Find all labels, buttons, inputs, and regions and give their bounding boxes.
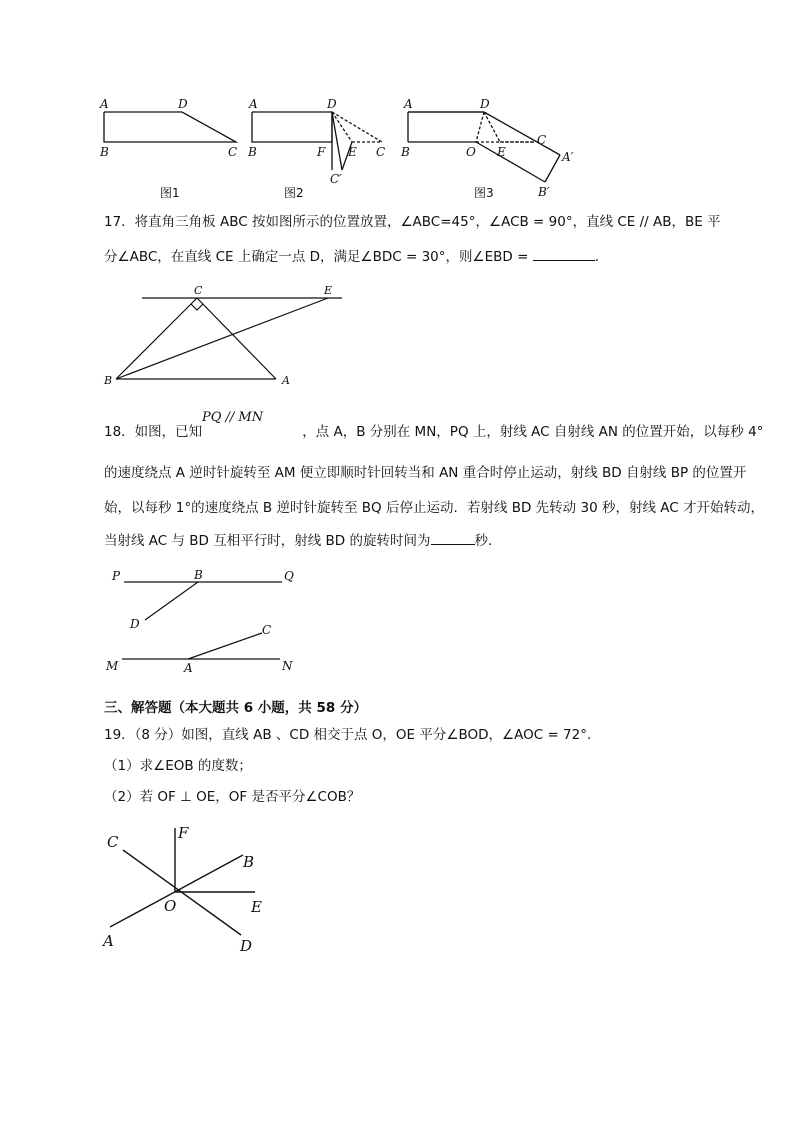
fig3-line-apbp (545, 155, 560, 182)
q19-label-b: B (243, 853, 255, 871)
q19-label-a: A (103, 932, 114, 950)
q17-label-c: C (194, 284, 203, 297)
fig3-label-ap: A′ (562, 150, 574, 164)
fig2-label-c: C (376, 145, 386, 159)
q18-label-c: C (262, 623, 272, 637)
fig3-dashed-1 (476, 112, 484, 142)
q17-right-angle-mark (191, 304, 203, 310)
q18-label-p: P (112, 569, 121, 583)
q18-line4-text: 当射线 AC 与 BD 互相平行时，射线 BD 的旋转时间为 (104, 533, 431, 549)
q17-line2 (104, 246, 599, 267)
fig2-label-a: A (249, 97, 258, 111)
q19-part2: （2）若 OF ⊥ OE，OF 是否平分∠COB？ (104, 789, 361, 805)
fig2-line-dc (332, 112, 342, 170)
q19-part1: （1）求∠EOB 的度数； (104, 758, 252, 774)
q19-label-f: F (178, 824, 189, 842)
fig1-label-a: A (100, 97, 109, 111)
fig3-label-d: D (480, 97, 490, 111)
q18-label-a: A (184, 661, 193, 675)
fig3-label-e: E (497, 145, 506, 159)
q17-line1: 17．将直角三角板 ABC 按如图所示的位置放置，∠ABC=45°，∠ACB = 90°，直线 CE // AB，BE 平 (104, 214, 721, 230)
fig2-label-cp: C′ (330, 172, 342, 186)
fig1-label-d: D (178, 97, 188, 111)
q19-label-e: E (251, 898, 262, 916)
fig2-caption: 图2 (284, 186, 304, 200)
fig2-rectangle (252, 112, 332, 142)
q17-line2-end: . (594, 249, 600, 265)
section3-title: 三、解答题 (104, 700, 172, 716)
fig2-label-b: B (248, 145, 257, 159)
q18-line1 (104, 422, 763, 442)
fig3-line-da (484, 112, 560, 155)
q18-line3: 始，以每秒 1°的速度绕点 B 逆时针旋转至 BQ 后停止运动．若射线 BD 先转动 30 秒，射线 AC 才开始转动， (104, 500, 764, 516)
q19-line1: 19．（8 分）如图，直线 AB 、CD 相交于点 O，OE 平分∠BOD，∠AOC = 72°． (104, 727, 601, 743)
fig3-line-ob (476, 142, 545, 182)
q19-line-ab (110, 855, 243, 927)
q18-label-d: D (130, 617, 140, 631)
fig2-label-d: D (327, 97, 337, 111)
q17-line-ca (197, 298, 276, 379)
fig2-label-f: F (317, 145, 326, 159)
q18-condition-top: PQ // MN (202, 410, 264, 425)
q17-line-be (116, 298, 328, 379)
q18-ray-bd (145, 582, 198, 620)
q19-label-o: O (164, 897, 177, 915)
q18-figure (100, 560, 310, 680)
fig3-label-c: C (537, 133, 547, 147)
q18-label-q: Q (284, 569, 294, 583)
q17-label-a: A (282, 374, 290, 387)
q17-label-b: B (104, 374, 113, 387)
fig2-dashed-1 (332, 112, 382, 142)
q18-label-b: B (194, 568, 203, 582)
q19-label-c: C (107, 833, 119, 851)
q18-answer-blank[interactable] (431, 530, 475, 545)
fig3-label-bp: B′ (538, 185, 550, 199)
q19-label-d: D (240, 937, 253, 955)
fig1-quadrilateral (104, 112, 236, 142)
q18-ray-ac (188, 633, 262, 659)
fig1-label-b: B (100, 145, 109, 159)
section3-note: （本大题共 6 小题，共 58 分） (171, 700, 367, 716)
q18-line1-pre: 18．如图，已知 (104, 424, 203, 440)
fig3-caption: 图3 (474, 186, 494, 200)
q17-answer-blank[interactable] (533, 246, 595, 261)
q18-line4 (104, 530, 502, 551)
top-figures (0, 0, 800, 205)
fig2-label-e: E (348, 145, 357, 159)
fig1-caption: 图1 (160, 186, 180, 200)
q17-figure (90, 280, 370, 390)
q17-label-e: E (324, 284, 333, 297)
fig3-label-a: A (404, 97, 413, 111)
fig3-label-o: O (466, 145, 476, 159)
q18-label-m: M (106, 659, 119, 673)
q17-line2-text: 分∠ABC，在直线 CE 上确定一点 D，满足∠BDC = 30°，则∠EBD = (104, 249, 529, 265)
q18-line4-end: 秒． (474, 533, 502, 549)
fig3-label-b: B (401, 145, 410, 159)
q17-line-bc (116, 298, 197, 379)
q18-line1-post: ，点 A，B 分别在 MN，PQ 上，射线 AC 自射线 AN 的位置开始，以每秒 4° (302, 424, 764, 440)
q19-figure (95, 820, 275, 960)
q18-line2: 的速度绕点 A 逆时针旋转至 AM 便立即顺时针回转当和 AN 重合时停止运动，射线 BD 自射线 BP 的位置开 (104, 465, 747, 481)
section3-heading (104, 698, 367, 718)
q18-label-n: N (282, 659, 293, 673)
fig1-label-c: C (228, 145, 238, 159)
